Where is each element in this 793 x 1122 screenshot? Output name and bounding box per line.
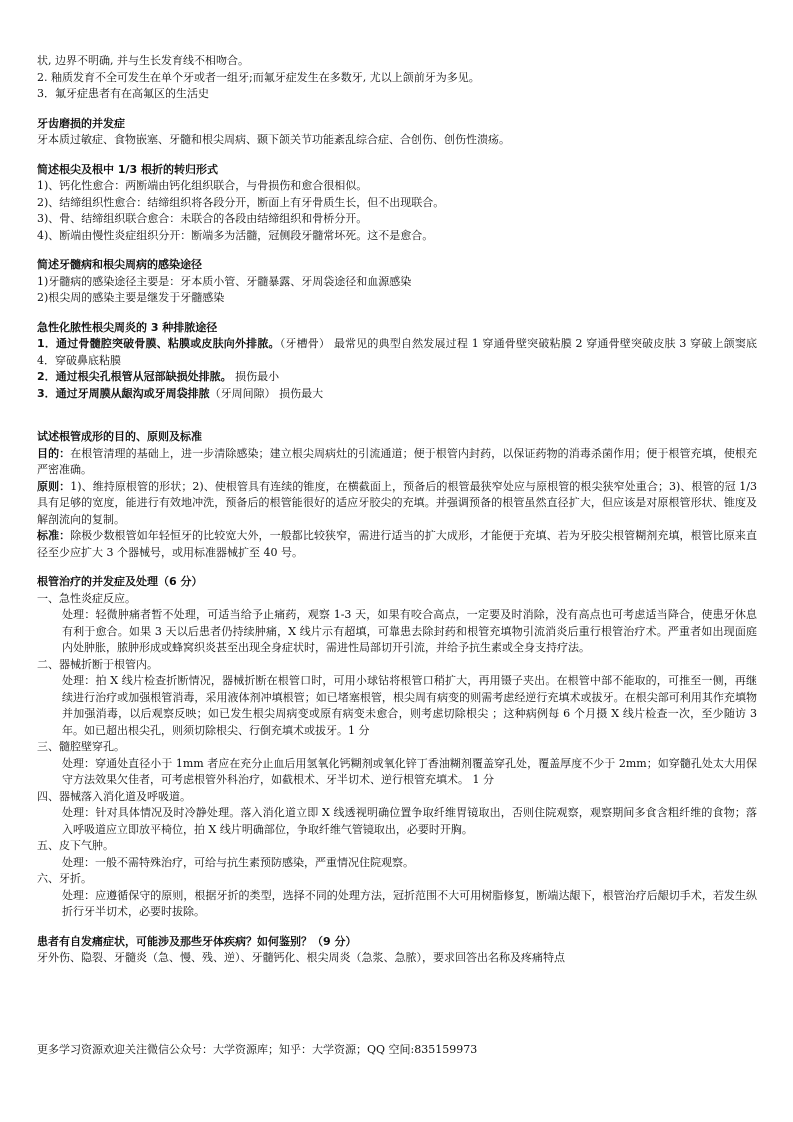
drainage-route-1-title: 1．通过骨髓腔突破骨膜、粘膜或皮肤向外排脓。 xyxy=(37,337,280,350)
complication-treatment-6: 处理：应遵循保守的原则，根据牙折的类型，选择不同的处理方法，冠折范围不大可用树脂修复，断端达龈下，根管治疗后龈切手术，若发生纵折行牙半切术，必要时拔除。 xyxy=(62,888,757,918)
standard-text: 除极少数根管如年轻恒牙的比较宽大外，一般都比较狭窄，需进行适当的扩大成形，才能便于充填、若为牙胶尖根管糊剂充填，根管比原来直径至少应扩大 3 个器械号，或用标准器械扩至 40 号。 xyxy=(37,529,757,559)
list-item: 4)、断端由慢性炎症组织分开：断端多为活髓，冠侧段牙髓常坏死。这不是愈合。 xyxy=(37,228,434,242)
section-body-spontaneous-pain: 牙外伤、隐裂、牙髓炎（急、慢、残、逆）、牙髓钙化、根尖周炎（急浆、急脓），要求回答出名称及疼痛特点 xyxy=(37,951,565,964)
section-body-wear-complications: 牙本质过敏症、食物嵌塞、牙髓和根尖周病、颞下颌关节功能紊乱综合症、合创伤、创伤性溃疡。 xyxy=(37,133,510,146)
section-title-canal-shaping: 试述根管成形的目的、原则及标准 xyxy=(37,430,202,443)
complication-heading-2: 二、器械折断于根管内。 xyxy=(37,657,158,671)
complication-heading-1: 一、急性炎症反应。 xyxy=(37,591,136,605)
purpose-text: 在根管清理的基础上，进一步清除感染；建立根尖周病灶的引流通道；便于根管内封药，以保证药物的消毒杀菌作用；便于根管充填，使根充严密准确。 xyxy=(37,446,757,476)
section-title-root-fracture: 简述根尖及根中 1/3 根折的转归形式 xyxy=(37,162,218,176)
canal-shaping-standard xyxy=(37,528,757,561)
drainage-route-2-title: 2．通过根尖孔根管从冠部缺损处排脓。 xyxy=(37,370,232,383)
list-item xyxy=(37,336,757,369)
drainage-route-2-detail: 损伤最小 xyxy=(231,370,280,383)
list-item xyxy=(37,369,757,386)
principle-label: 原则： xyxy=(37,479,71,493)
complication-heading-4: 四、器械落入消化道及呼吸道。 xyxy=(37,789,191,803)
intro-line-3: 3．氟牙症患者有在高氟区的生活史 xyxy=(37,87,209,100)
complication-treatment-2: 处理：拍 X 线片检查折断情况，器械折断在根管口时，可用小球钻将根管口稍扩大，再用镊子夹出。在根管中部不能取的，可推至一侧，再继续进行治疗或加强根管消毒，采用液体剂冲填根管；如已堵塞根管，根尖周有病变的则需考虑经逆行充填术或拔牙。在根尖部可利用其作充填物并加强消毒，以后观察反映；如已发生根尖周病变或原有病变未愈合，则考虑切除根尖 ；这种病例每 6 个月摄 X 线片检查一次，至少随访 3 年。如已超出根尖孔，则须切除根尖、行倒充填术或拔牙。1 分 xyxy=(62,674,757,737)
section-title-spontaneous-pain: 患者有自发痛症状，可能涉及那些牙体疾病？如何鉴别？（9 分） xyxy=(37,934,357,948)
section-title-rct-complications: 根管治疗的并发症及处理（6 分） xyxy=(37,575,203,588)
principle-text: 1)、维持原根管的形状；2)、使根管具有连续的锥度，在横截面上，预备后的根管最狭窄处应与原根管的根尖狭窄处重合；3)、根管的冠 1/3 具有足够的宽度，能进行有效地冲洗，预备后的根管能很好的适应牙胶尖的充填。并强调预备的根管虽然直径扩大，但应该是对原根管形状、锥度及解剖流向的复制。 xyxy=(37,479,757,526)
intro-line-1: 状, 边界不明确, 并与生长发育线不相吻合。 xyxy=(37,54,249,67)
section-title-drainage-routes: 急性化脓性根尖周炎的 3 种排脓途径 xyxy=(37,320,218,334)
list-item: 2)根尖周的感染主要是继发于牙髓感染 xyxy=(37,291,225,304)
list-item: 3)、骨、结缔组织联合愈合：未联合的各段由结缔组织和骨桥分开。 xyxy=(37,212,368,225)
canal-shaping-principle xyxy=(37,479,757,529)
complication-treatment-1: 处理：轻微肿痛者暂不处理，可适当给予止痛药，观察 1-3 天，如果有咬合高点，一定要及时消除，没有高点也可考虑适当降合，使患牙休息有利于愈合。如果 3 天以后患者仍持续肿痛，X 线片示有超填，可靠患去除封药和根管充填物引流消炎后重行根管治疗术。严重者如出现面庭内处肿胀，脓肿形成或蜂窝织炎甚至出现全身症状时，需进性局部切开引流，并给予抗生素或全身支持疗法。 xyxy=(62,608,757,654)
list-item: 2)、结缔组织性愈合：结缔组织将各段分开，断面上有牙骨质生长，但不出现联合。 xyxy=(37,195,445,209)
standard-label: 标准： xyxy=(37,529,71,542)
drainage-route-3-title: 3．通过牙周膜从龈沟或牙周袋排脓 xyxy=(37,386,210,400)
section-title-infection-routes: 简述牙髓病和根尖周病的感染途径 xyxy=(37,258,202,271)
canal-shaping-purpose xyxy=(37,446,757,479)
complication-heading-5: 五、皮下气肿。 xyxy=(37,839,114,852)
footer-note: 更多学习资源欢迎关注微信公众号：大学资源库；知乎：大学资源；QQ 空间:835159973 xyxy=(37,1043,478,1056)
drainage-route-1-detail: （牙槽骨） 最常见的典型自然发展过程 1 穿通骨壁突破粘膜 2 穿通骨壁突破皮肤 3 穿破上颌窦底 4．穿破鼻底粘膜 xyxy=(37,337,757,367)
complication-treatment-3: 处理：穿通处直径小于 1mm 者应在充分止血后用氢氧化钙糊剂或氧化锌丁香油糊剂覆盖穿孔处，覆盖厚度不少于 2mm；如穿髓孔处太大用保守方法效果欠佳者，可考虑根管外科治疗，如截根术、牙半切术、逆行根管充填术。 1 分 xyxy=(62,756,757,786)
list-item xyxy=(37,386,757,403)
list-item: 1)、钙化性愈合：两断端由钙化组织联合，与骨损伤和愈合很相似。 xyxy=(37,179,368,192)
purpose-label: 目的： xyxy=(37,446,71,460)
section-title-wear-complications: 牙齿磨损的并发症 xyxy=(37,116,125,130)
complication-heading-6: 六、牙折。 xyxy=(37,872,92,885)
drainage-route-3-detail: （牙周间隙） 损伤最大 xyxy=(209,386,324,400)
list-item: 1)牙髓病的感染途径主要是：牙本质小管、牙髓暴露、牙周袋途径和血源感染 xyxy=(37,274,412,288)
intro-line-2: 2. 釉质发育不全可发生在单个牙或者一组牙;而氟牙症发生在多数牙, 尤以上颌前牙为多见。 xyxy=(37,70,480,84)
complication-treatment-4: 处理：针对具体情况及时冷静处理。落入消化道立即 X 线透视明确位置争取纤维胃镜取出，否则住院观察，观察期间多食含粗纤维的食物；落入呼吸道应立即放平椅位，拍 X 线片明确部位，争取纤维气管镜取出，必要时开胸。 xyxy=(62,806,757,836)
complication-treatment-5: 处理：一般不需特殊治疗，可给与抗生素预防感染，严重情况住院观察。 xyxy=(62,855,414,869)
complication-heading-3: 三、髓腔壁穿孔。 xyxy=(37,740,125,753)
document-page xyxy=(37,53,757,967)
